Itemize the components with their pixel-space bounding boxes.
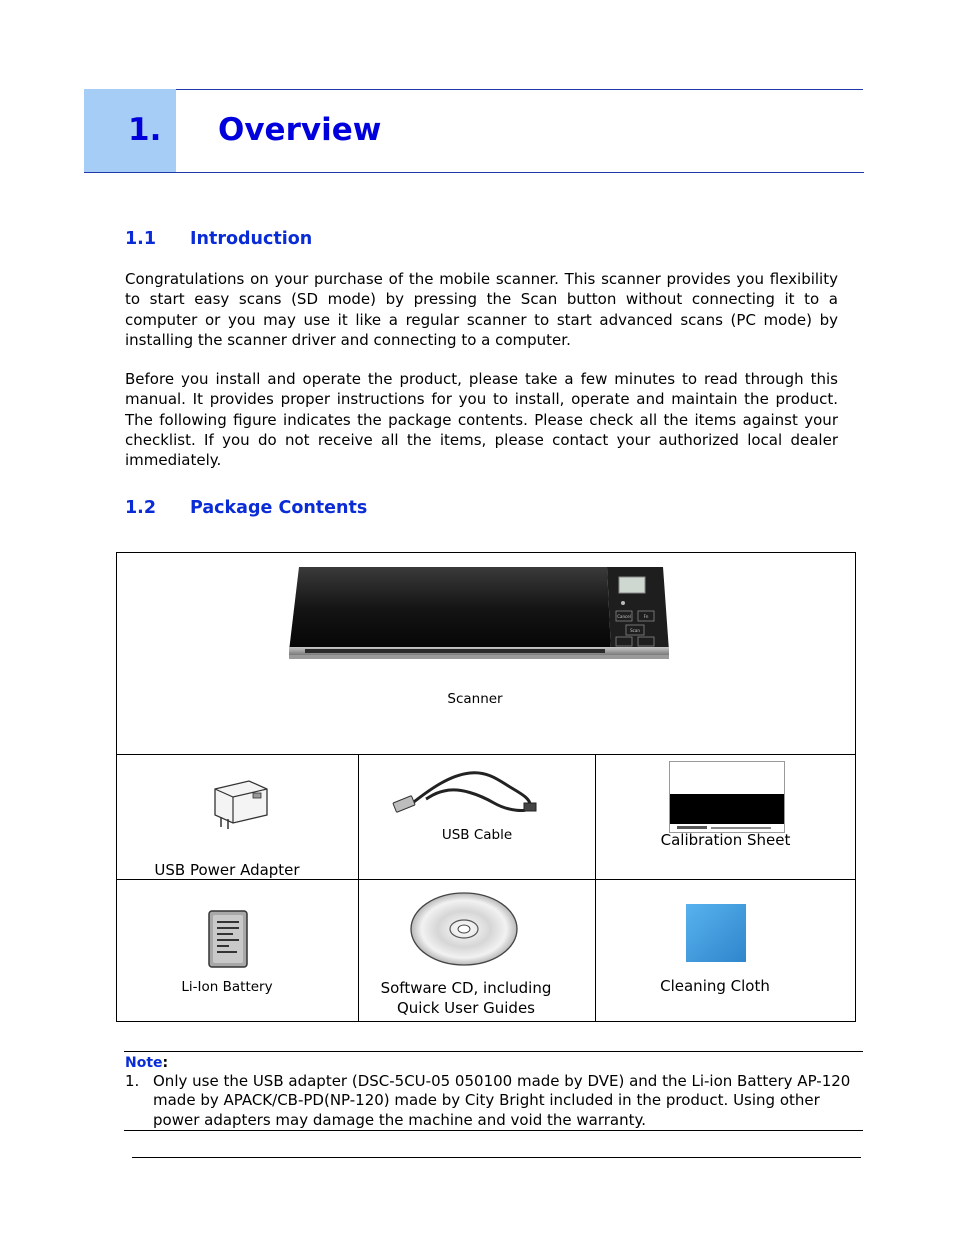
power-adapter-icon (209, 775, 271, 831)
item-caption: Software CD, including (380, 979, 552, 997)
battery-icon (207, 909, 249, 969)
note-item-text: Only use the USB adapter (DSC-5CU-05 050100 made by DVE) and the Li-ion Battery AP-120 made by APACK/CB-PD(NP-120) made by City Bright included in the product. Using other power adapters may damage the machine and void the warranty. (153, 1072, 851, 1129)
scanner-caption: Scanner (447, 691, 503, 707)
note-rule-top (124, 1051, 863, 1052)
note-item (125, 1072, 863, 1130)
section-title: Introduction (190, 229, 313, 249)
note-item-number: 1. (125, 1072, 140, 1090)
chapter-title: Overview (218, 112, 382, 148)
section-number: 1.2 (125, 498, 157, 518)
item-caption: Cleaning Cloth (660, 977, 770, 995)
item-caption: USB Cable (441, 827, 513, 843)
scanner-button-label: Fn (643, 614, 649, 619)
package-contents-table (116, 552, 856, 1022)
scanner-button-label: Scan (630, 628, 640, 633)
item-caption: Li-Ion Battery (181, 979, 273, 995)
section-title: Package Contents (190, 498, 368, 518)
item-caption: Calibration Sheet (660, 831, 791, 849)
intro-paragraph-1: Congratulations on your purchase of the mobile scanner. This scanner provides you flexibility to start easy scans (SD mode) by pressing the Scan button without connecting it to a computer or you may use it like a regular scanner to start advanced scans (PC mode) by installing the scanner driver and connecting to a computer. (125, 270, 838, 349)
scanner-image (285, 563, 675, 663)
cleaning-cloth-icon (685, 903, 747, 963)
chapter-number: 1. (128, 112, 162, 148)
intro-paragraph-2: Before you install and operate the product, please take a few minutes to read through this manual. It provides proper instructions for you to install, operate and maintain the product. The following figure indicates the package contents. Please check all the items against your checklist. If you do not receive all the items, please contact your authorized local dealer immediately. (125, 370, 838, 470)
note-label-colon: : (162, 1055, 169, 1071)
note-label (125, 1055, 168, 1071)
item-caption: Quick User Guides (396, 999, 535, 1017)
chapter-rule-top (176, 89, 863, 90)
calibration-sheet-icon (669, 761, 785, 833)
chapter-rule-bottom (84, 172, 864, 173)
usb-cable-icon (390, 769, 540, 815)
section-heading-package-contents (125, 498, 367, 518)
note-label-text: Note (125, 1055, 163, 1071)
item-caption: USB Power Adapter (154, 861, 300, 879)
footer-rule (132, 1157, 861, 1158)
cd-icon (410, 891, 520, 967)
table-rule (117, 754, 855, 755)
note-rule-bottom (124, 1130, 863, 1131)
section-heading-introduction (125, 229, 312, 249)
scanner-button-label: Cancel (617, 614, 631, 619)
section-number: 1.1 (125, 229, 157, 249)
